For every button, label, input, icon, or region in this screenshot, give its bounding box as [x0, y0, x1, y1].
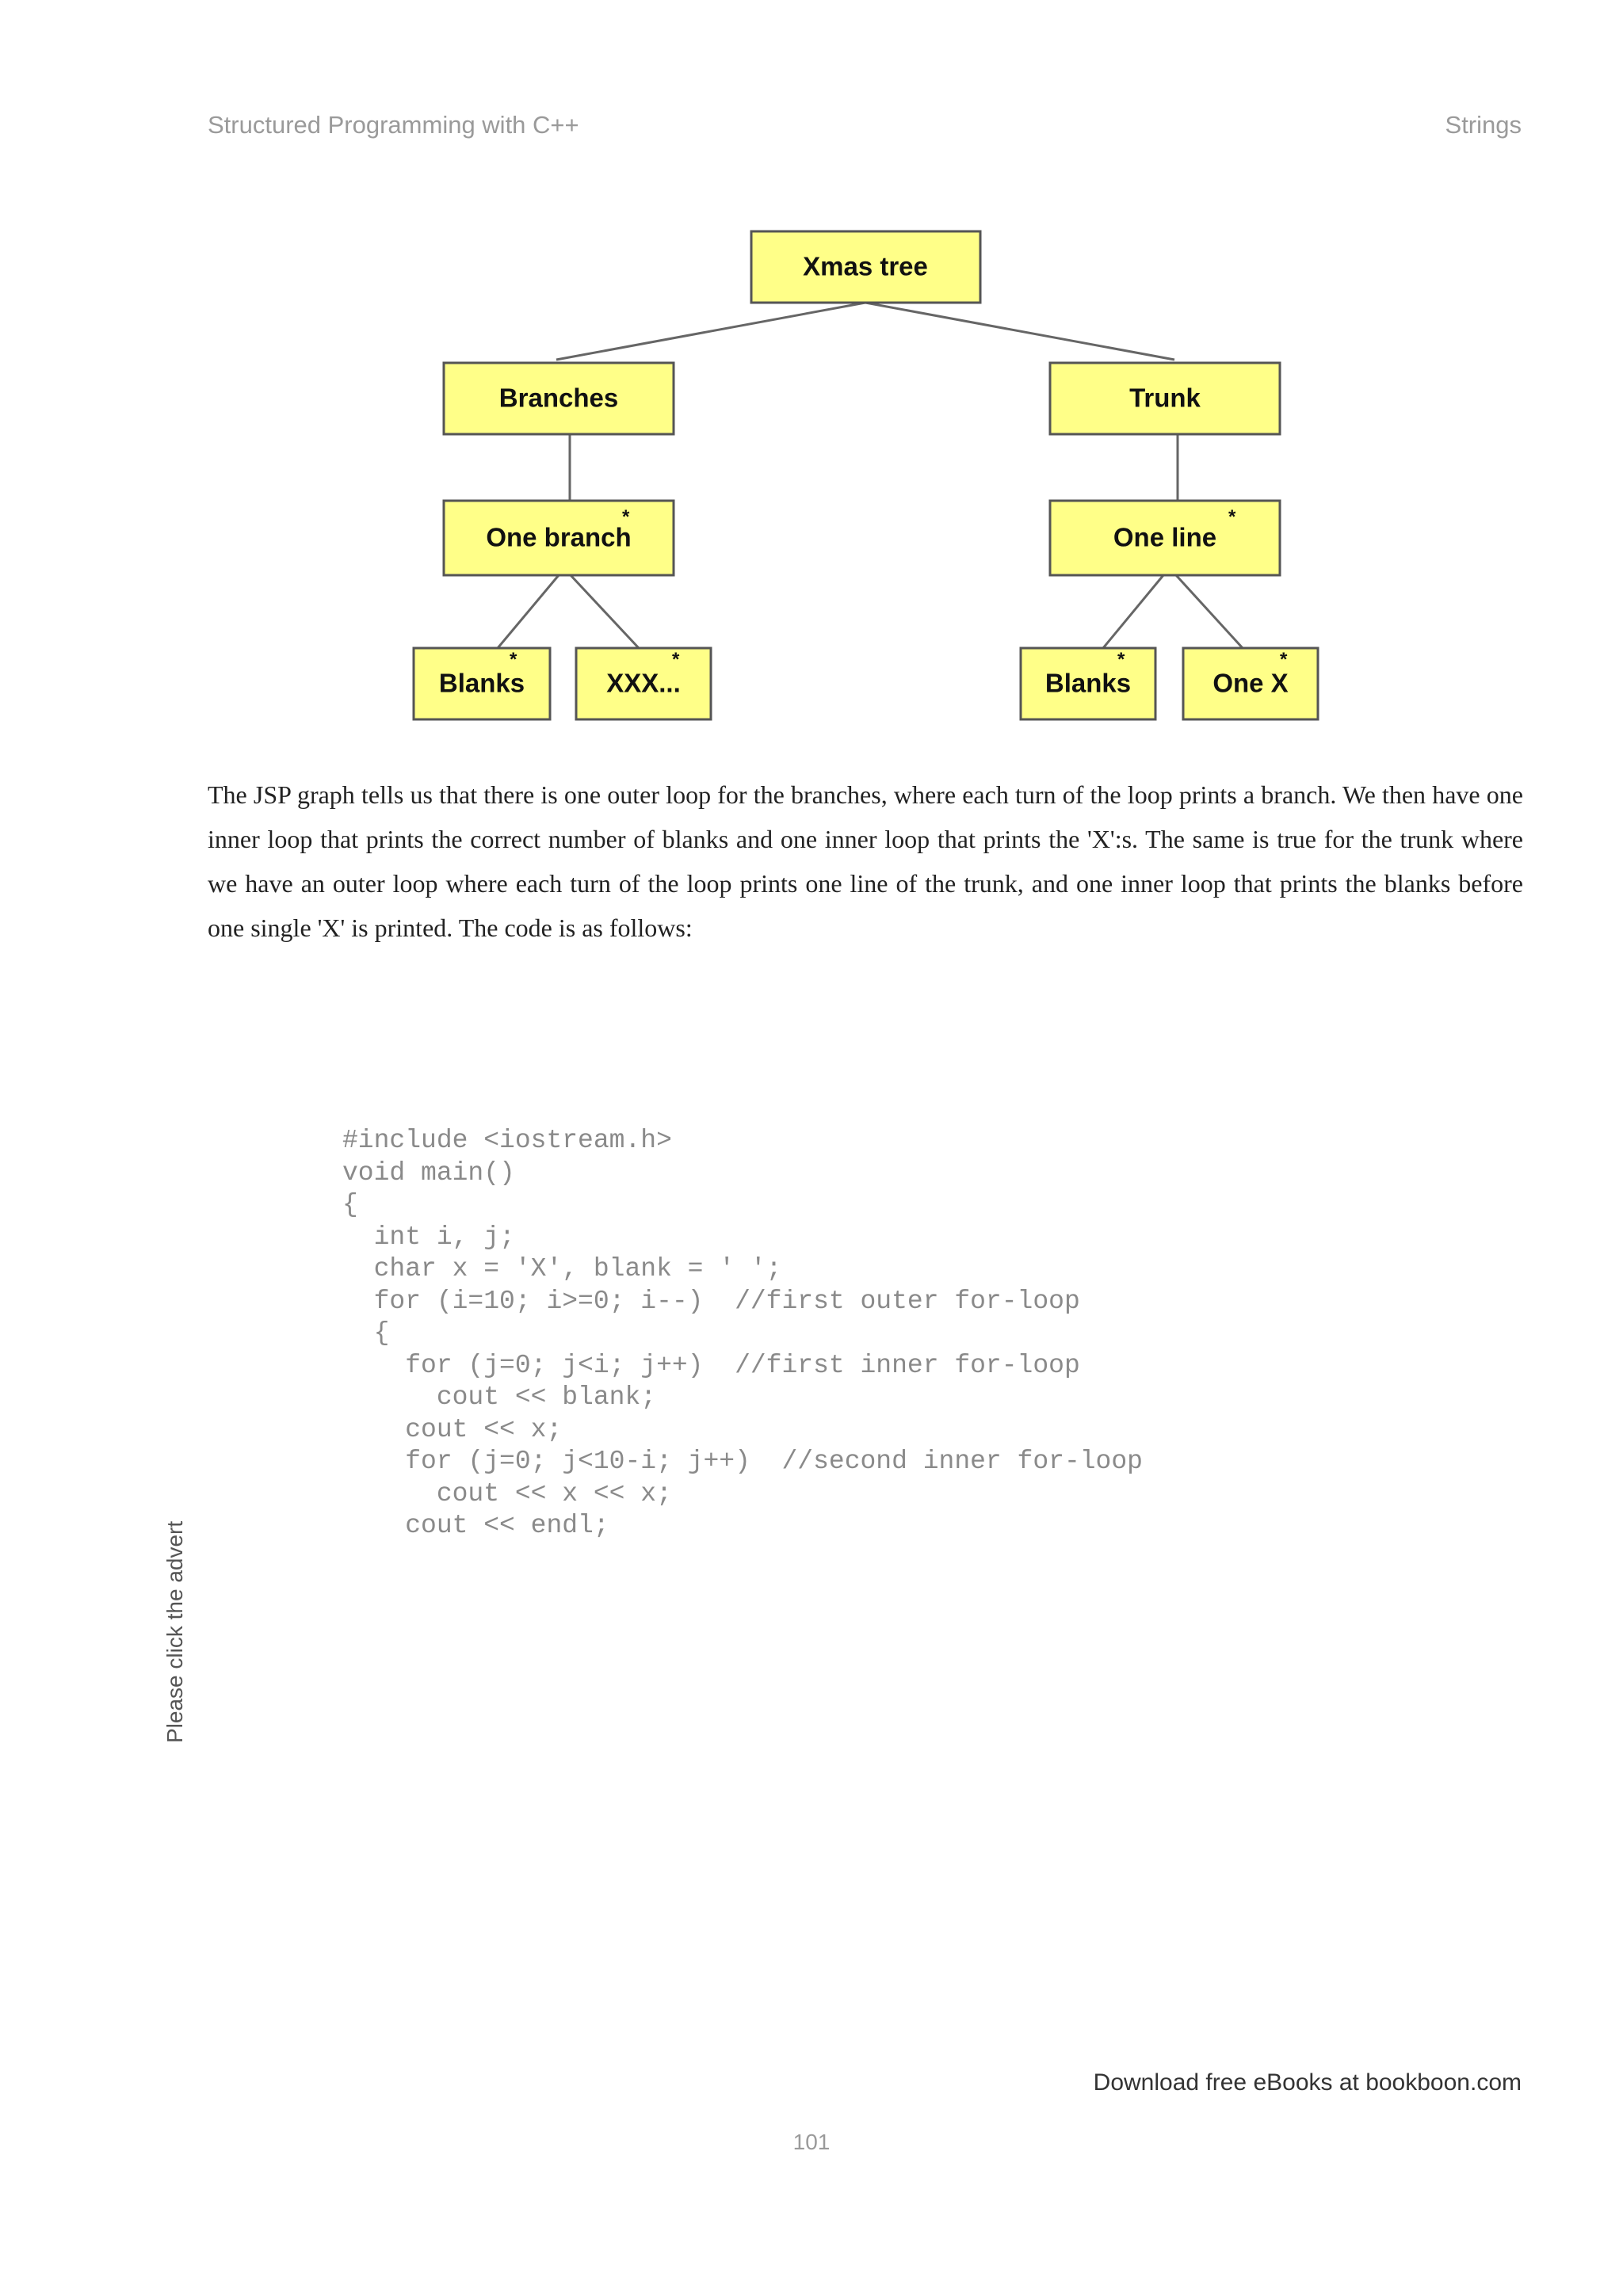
code-line: for (j=0; j<10-i; j++) //second inner for-loop: [342, 1447, 1143, 1476]
page-number: 101: [792, 2130, 831, 2154]
node-blanks-left-label: Blanks: [438, 668, 525, 698]
iteration-mark: *: [1280, 649, 1288, 670]
advert-label: Please click the advert: [162, 1520, 187, 1743]
iteration-mark: *: [672, 649, 680, 670]
bookboon-link[interactable]: Download free eBooks at bookboon.com: [1093, 2069, 1522, 2096]
iteration-mark: *: [1117, 649, 1125, 670]
code-line: cout << x << x;: [342, 1478, 672, 1508]
code-line: {: [342, 1318, 390, 1348]
edge-root-trunk: [865, 303, 1174, 360]
node-blanks-left: [414, 648, 550, 719]
code-line: void main(): [342, 1158, 515, 1188]
node-one-x: [1183, 648, 1318, 719]
edge-root-branches: [556, 303, 865, 360]
node-trunk-label: Trunk: [1129, 383, 1201, 413]
node-trunk: [1050, 363, 1280, 434]
edge-onebranch-xxx: [571, 575, 639, 648]
code-line: char x = 'X', blank = ' ';: [342, 1254, 782, 1283]
node-blanks-right-label: Blanks: [1044, 668, 1132, 698]
code-line: #include <iostream.h>: [342, 1126, 672, 1155]
code-line: cout << blank;: [342, 1383, 657, 1412]
node-one-branch: [444, 501, 674, 575]
jsp-diagram: [0, 0, 1623, 745]
edge-onebranch-blanks: [498, 575, 559, 648]
code-line: int i, j;: [342, 1222, 515, 1252]
node-xxx: [576, 648, 711, 719]
edge-oneline-blanks: [1103, 575, 1163, 648]
node-xmas-tree-label: Xmas tree: [803, 251, 928, 281]
code-listing: [342, 1125, 1143, 1543]
iteration-mark: *: [510, 649, 517, 670]
body-paragraph: The JSP graph tells us that there is one outer loop for the branches, where each turn of the loop prints a branch. We then have one inner loop that prints the correct number of blanks and one inner loop that prints the 'X':s. The same is true for the trunk where we have an outer loop where each turn of the loop prints one line of the trunk, and one inner loop that prints the blanks before one single 'X' is printed. The code is as follows:: [208, 780, 1523, 942]
iteration-mark: *: [622, 506, 630, 528]
edge-oneline-onex: [1176, 575, 1243, 648]
node-one-line: [1050, 501, 1280, 575]
node-branches-label: Branches: [498, 383, 619, 413]
iteration-mark: *: [1228, 506, 1236, 528]
code-line: for (i=10; i>=0; i--) //first outer for-loop: [342, 1286, 1080, 1316]
node-one-branch-label: One branch: [486, 522, 632, 552]
running-header-chapter: Strings: [1445, 111, 1522, 139]
running-header-title: Structured Programming with C++: [208, 111, 579, 139]
node-one-x-label: One X: [1212, 668, 1289, 698]
node-xmas-tree: [751, 231, 980, 303]
node-xxx-label: XXX...: [606, 668, 681, 698]
node-blanks-right: [1021, 648, 1155, 719]
node-branches: [444, 363, 674, 434]
code-line: cout << endl;: [342, 1511, 609, 1540]
code-line: for (j=0; j<i; j++) //first inner for-loop: [342, 1350, 1080, 1380]
node-one-line-label: One line: [1113, 522, 1217, 552]
code-line: {: [342, 1190, 358, 1219]
code-line: cout << x;: [342, 1414, 563, 1444]
